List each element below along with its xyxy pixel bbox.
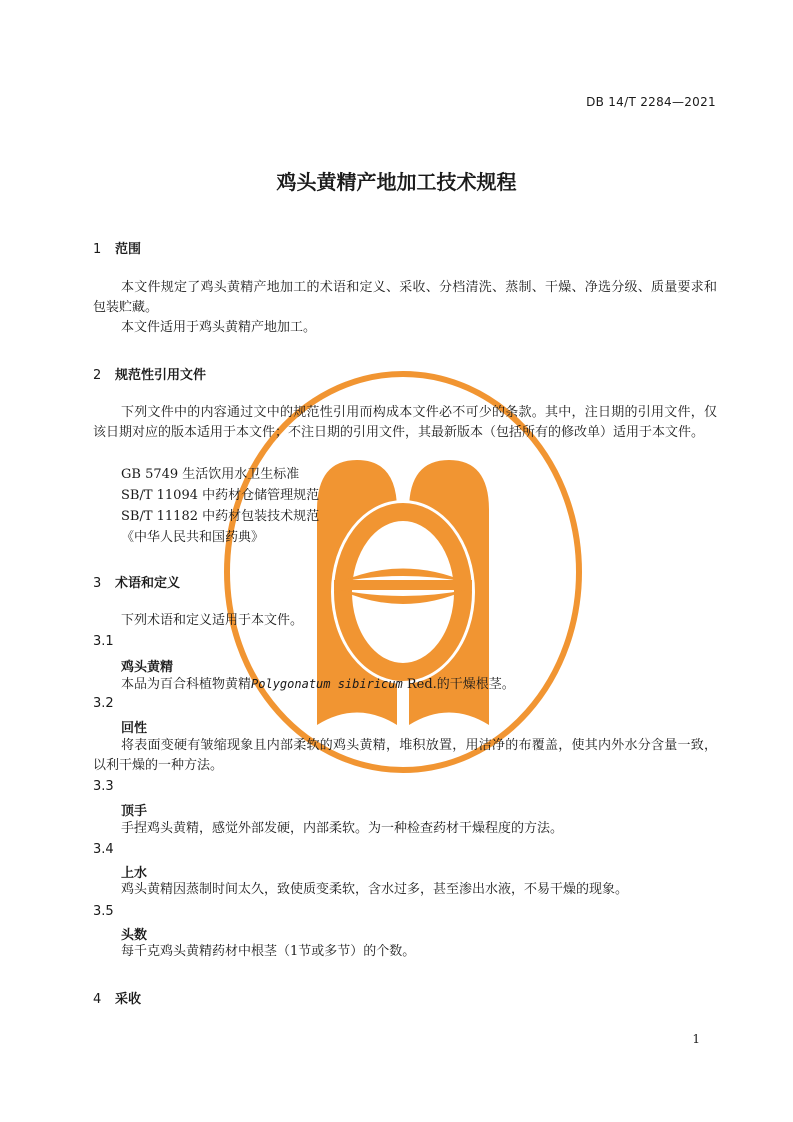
reference-item: GB 5749 生活饮用水卫生标准 <box>121 467 300 482</box>
section-2-paragraph: 下列文件中的内容通过文中的规范性引用而构成本文件必不可少的条款。其中，注日期的引用文件，仅该日期对应的版本适用于本文件；不注日期的引用文件，其最新版本（包括所有的修改单）适用于本文件。 <box>93 405 717 440</box>
section-1-paragraph-1: 本文件规定了鸡头黄精产地加工的术语和定义、采收、分档清洗、蒸制、干燥、净选分级、质量要求和包装贮藏。 <box>93 280 717 315</box>
term-definition: 手捏鸡头黄精，感觉外部发硬，内部柔软。为一种检查药材干燥程度的方法。 <box>121 821 564 836</box>
reference-item: 《中华人民共和国药典》 <box>121 530 265 545</box>
term-name: 回性 <box>121 721 148 736</box>
latin-name: Polygonatum sibiricum <box>251 677 403 691</box>
reference-item: SB/T 11094 中药材仓储管理规范 <box>121 488 320 503</box>
section-4-heading <box>93 988 141 1007</box>
section-1-paragraph-2: 本文件适用于鸡头黄精产地加工。 <box>121 320 317 335</box>
term-name: 鸡头黄精 <box>121 660 174 675</box>
section-1-heading <box>93 238 141 257</box>
section-3-heading <box>93 572 180 591</box>
page-number: 1 <box>692 1032 700 1046</box>
term-number: 3.2 <box>93 696 114 711</box>
term-number: 3.4 <box>93 842 114 857</box>
section-2-heading <box>93 364 206 383</box>
term-definition: 每千克鸡头黄精药材中根茎（1节或多节）的个数。 <box>121 944 416 959</box>
section-title: 采收 <box>115 992 142 1007</box>
term-number: 3.3 <box>93 779 114 794</box>
document-title: 鸡头黄精产地加工技术规程 <box>276 170 517 194</box>
standard-code: DB 14/T 2284—2021 <box>586 95 716 109</box>
reference-item: SB/T 11182 中药材包装技术规范 <box>121 509 320 524</box>
section-number: 3 <box>93 576 102 591</box>
term-name: 头数 <box>121 928 148 943</box>
section-number: 1 <box>93 242 102 257</box>
definition-text: 本品为百合科植物黄精 <box>121 677 252 692</box>
term-definition: 鸡头黄精因蒸制时间太久，致使质变柔软，含水过多，甚至渗出水液，不易干燥的现象。 <box>121 882 629 897</box>
section-title: 术语和定义 <box>115 576 181 591</box>
term-name: 顶手 <box>121 804 148 819</box>
term-definition: 将表面变硬有皱缩现象且内部柔软的鸡头黄精，堆积放置，用洁净的布覆盖，使其内外水分含量一致，以利干燥的一种方法。 <box>93 738 717 773</box>
term-definition <box>121 674 515 695</box>
section-3-intro: 下列术语和定义适用于本文件。 <box>121 613 304 628</box>
section-number: 4 <box>93 992 102 1007</box>
term-number: 3.1 <box>93 634 114 649</box>
section-number: 2 <box>93 368 102 383</box>
term-name: 上水 <box>121 866 148 881</box>
term-number: 3.5 <box>93 904 114 919</box>
definition-text: Red.的干燥根茎。 <box>402 677 515 692</box>
section-title: 规范性引用文件 <box>115 368 207 383</box>
section-title: 范围 <box>115 242 142 257</box>
